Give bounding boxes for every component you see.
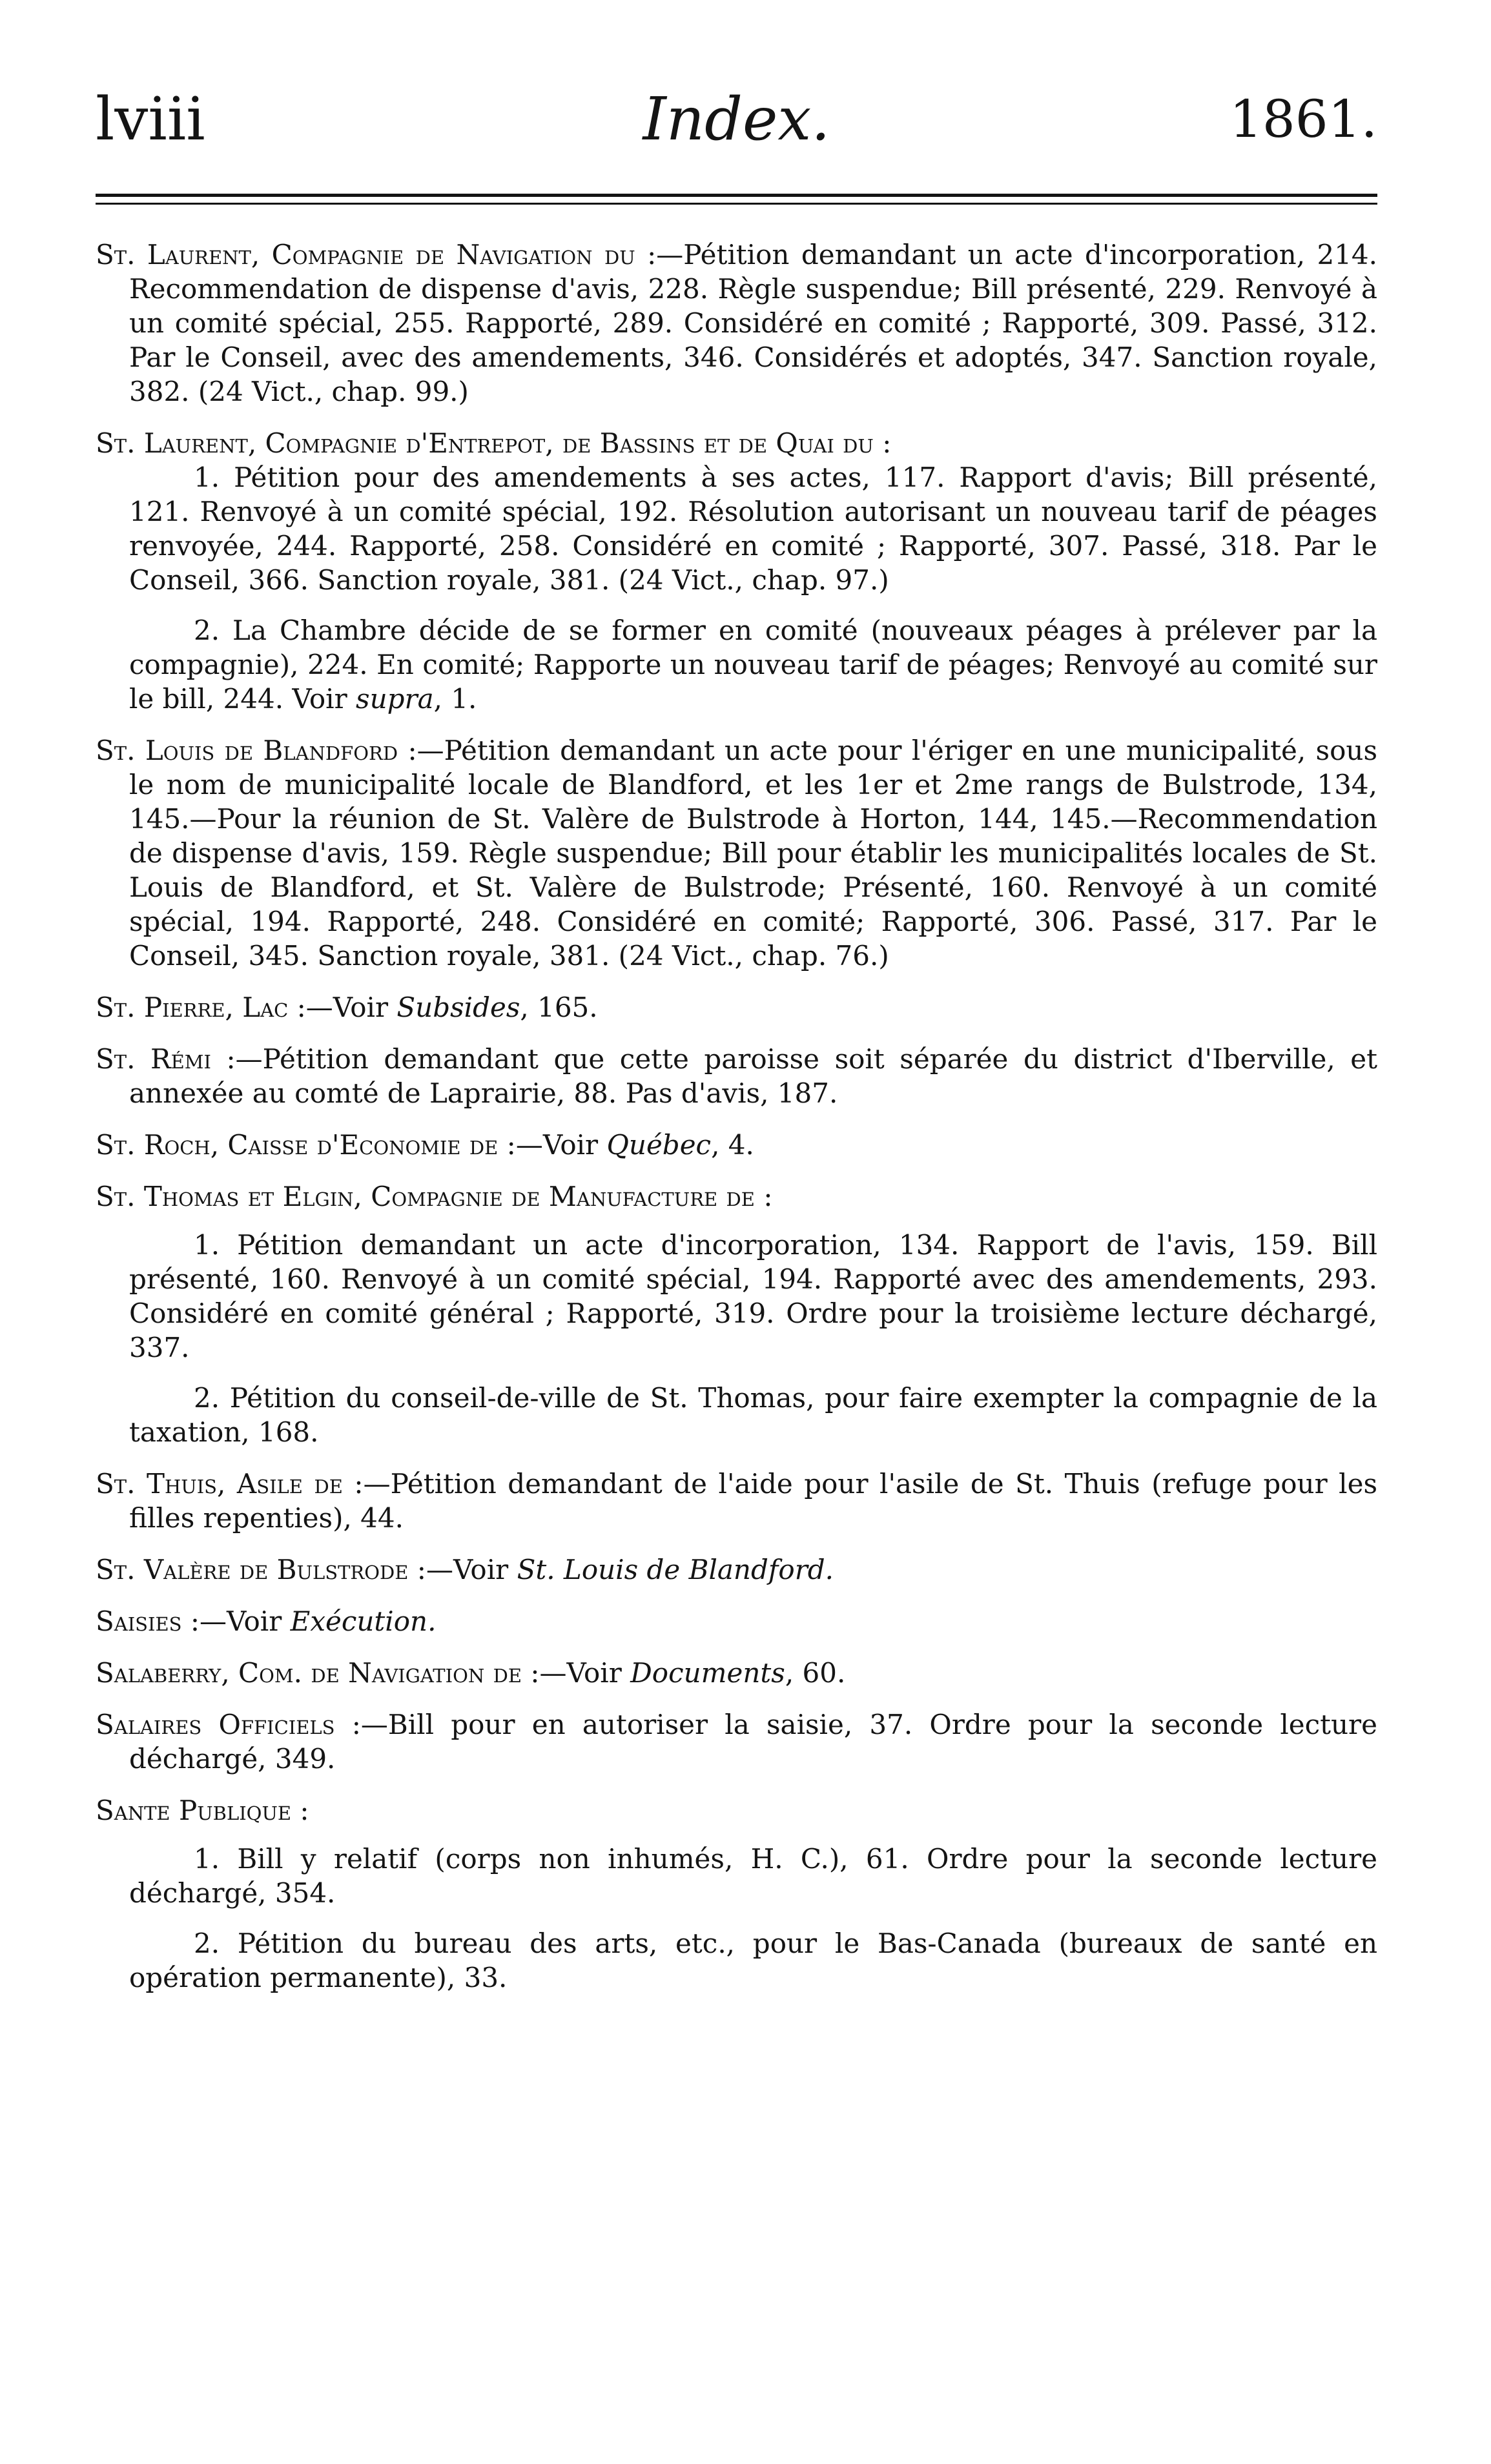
entry-subitem-1: 1. Bill y relatif (corps non inhumés, H. C.), 61. Ordre pour la seconde lecture déchargé, 354. xyxy=(129,1843,1377,1909)
entry-text: —Pétition demandant un acte d'incorporation, 214. Recommendation de dispense d'avis, 228. Règle suspendue; Bill présenté, 229. Renvoyé à un comité spécial, 255. Rapporté, 289. Considéré en comité ; Rapporté, 309. Passé, 312. Par le Conseil, avec des amendements, 346. Considérés et adoptés, 347. Sanction royale, 382. (24 Vict., chap. 99.) xyxy=(129,239,1377,407)
entry-heading: St. Thuis, Asile de : xyxy=(96,1468,364,1500)
entry-tail: , 165. xyxy=(520,992,598,1023)
entry-text: —Voir xyxy=(515,1129,607,1161)
entry-text: —Bill pour en autoriser la saisie, 37. Ordre pour la seconde lecture déchargé, 349. xyxy=(129,1709,1377,1775)
index-entry-st-louis-blandford xyxy=(96,733,1377,973)
entry-text: —Pétition demandant que cette paroisse soit séparée du district d'Iberville, et annexée au comté de Laprairie, 88. Pas d'avis, 187. xyxy=(129,1043,1378,1109)
header-rule-thick xyxy=(96,194,1377,197)
entry-heading: St. Roch, Caisse d'Economie de : xyxy=(96,1129,516,1161)
entry-heading: St. Louis de Blandford : xyxy=(96,735,417,766)
year-label: 1861. xyxy=(1229,89,1377,149)
entry-italic: Subsides xyxy=(396,992,520,1023)
entry-subitem-2: 2. Pétition du bureau des arts, etc., pour le Bas-Canada (bureaux de santé en opération permanente), 33. xyxy=(129,1928,1377,1993)
index-entry-st-pierre-lac xyxy=(96,990,1377,1024)
entry-italic: Documents xyxy=(630,1657,785,1689)
entry-heading: Salaberry, Com. de Navigation de : xyxy=(96,1657,540,1689)
entry-tail: , 60. xyxy=(785,1657,846,1689)
entry-subitem-1: 1. Pétition demandant un acte d'incorporation, 134. Rapport de l'avis, 159. Bill présenté, 160. Renvoyé à un comité spécial, 194. Rapporté avec des amendements, 293. Considéré en comité général ; Rapporté, 319. Ordre pour la troisième lecture déchargé, 337. xyxy=(129,1229,1377,1363)
entry-text: —Pétition demandant de l'aide pour l'asile de St. Thuis (refuge pour les filles repenties), 44. xyxy=(129,1468,1377,1534)
entry-heading: St. Thomas et Elgin, Compagnie de Manufacture de : xyxy=(96,1181,773,1212)
header-rule-thin xyxy=(96,203,1377,205)
index-entry-st-thuis xyxy=(96,1467,1377,1535)
entry-text: —Voir xyxy=(305,992,397,1023)
entry-heading: Sante Publique : xyxy=(96,1795,309,1826)
entry-tail: , 4. xyxy=(711,1129,754,1161)
entry-heading: St. Laurent, Compagnie de Navigation du : xyxy=(96,239,657,270)
entry-text: —Voir xyxy=(200,1605,291,1637)
entry-subitem-2 xyxy=(96,613,1377,716)
entry-heading: St. Laurent, Compagnie d'Entrepot, de Bassins et de Quai du : xyxy=(96,427,892,459)
entry-subitem-1: 1. Pétition pour des amendements à ses actes, 117. Rapport d'avis; Bill présenté, 121. Renvoyé à un comité spécial, 192. Résolution autorisant un nouveau tarif de péages renvoyée, 244. Rapporté, 258. Considéré en comité ; Rapporté, 307. Passé, 318. Par le Conseil, 366. Sanction royale, 381. (24 Vict., chap. 97.) xyxy=(129,462,1377,596)
index-entry-saisies xyxy=(96,1604,1377,1638)
index-entry-st-laurent-entrepot xyxy=(96,426,1377,460)
entry-text: —Voir xyxy=(426,1554,517,1585)
entry-text: —Voir xyxy=(539,1657,631,1689)
entry-subitem-2: 2. Pétition du conseil-de-ville de St. Thomas, pour faire exempter la compagnie de la taxation, 168. xyxy=(129,1382,1377,1448)
page-title: Index. xyxy=(643,85,830,154)
entry-heading: St. Pierre, Lac : xyxy=(96,992,306,1023)
index-entry-st-valere xyxy=(96,1553,1377,1587)
entry-italic: Québec xyxy=(606,1129,712,1161)
index-entry-sante-publique xyxy=(96,1793,1377,1828)
entry-italic: Exécution. xyxy=(290,1605,437,1637)
index-entry-st-remi xyxy=(96,1042,1377,1110)
index-entry-st-roch xyxy=(96,1128,1377,1162)
entry-heading: St. Valère de Bulstrode : xyxy=(96,1554,426,1585)
index-entry-salaberry xyxy=(96,1656,1377,1690)
index-entries xyxy=(96,238,1377,1995)
page-header xyxy=(96,84,1377,161)
index-entry-salaires-officiels xyxy=(96,1707,1377,1776)
entry-heading: St. Rémi : xyxy=(96,1043,236,1075)
index-entry-st-laurent-navigation xyxy=(96,238,1377,409)
index-entry-st-thomas-elgin xyxy=(96,1179,1377,1214)
entry-italic: St. Louis de Blandford. xyxy=(517,1554,834,1585)
entry-text: —Pétition demandant un acte pour l'ériger en une municipalité, sous le nom de municipalité locale de Blandford, et les 1er et 2me rangs de Bulstrode, 134, 145.—Pour la réunion de St. Valère de Bulstrode à Horton, 144, 145.—Recommendation de dispense d'avis, 159. Règle suspendue; Bill pour établir les municipalités locales de St. Louis de Blandford, et St. Valère de Bulstrode; Présenté, 160. Renvoyé à un comité spécial, 194. Rapporté, 248. Considéré en comité; Rapporté, 306. Passé, 317. Par le Conseil, 345. Sanction royale, 381. (24 Vict., chap. 76.) xyxy=(129,735,1377,972)
subitem-italic: supra xyxy=(356,683,434,715)
page-number: lviii xyxy=(96,85,205,154)
entry-heading: Saisies : xyxy=(96,1605,200,1637)
entry-heading: Salaires Officiels : xyxy=(96,1709,361,1740)
subitem-tail: , 1. xyxy=(433,683,477,715)
subitem-text: 2. La Chambre décide de se former en comité (nouveaux péages à prélever par la compagnie), 224. En comité; Rapporte un nouveau tarif de péages; Renvoyé au comité sur le bill, 244. Voir xyxy=(129,615,1377,715)
